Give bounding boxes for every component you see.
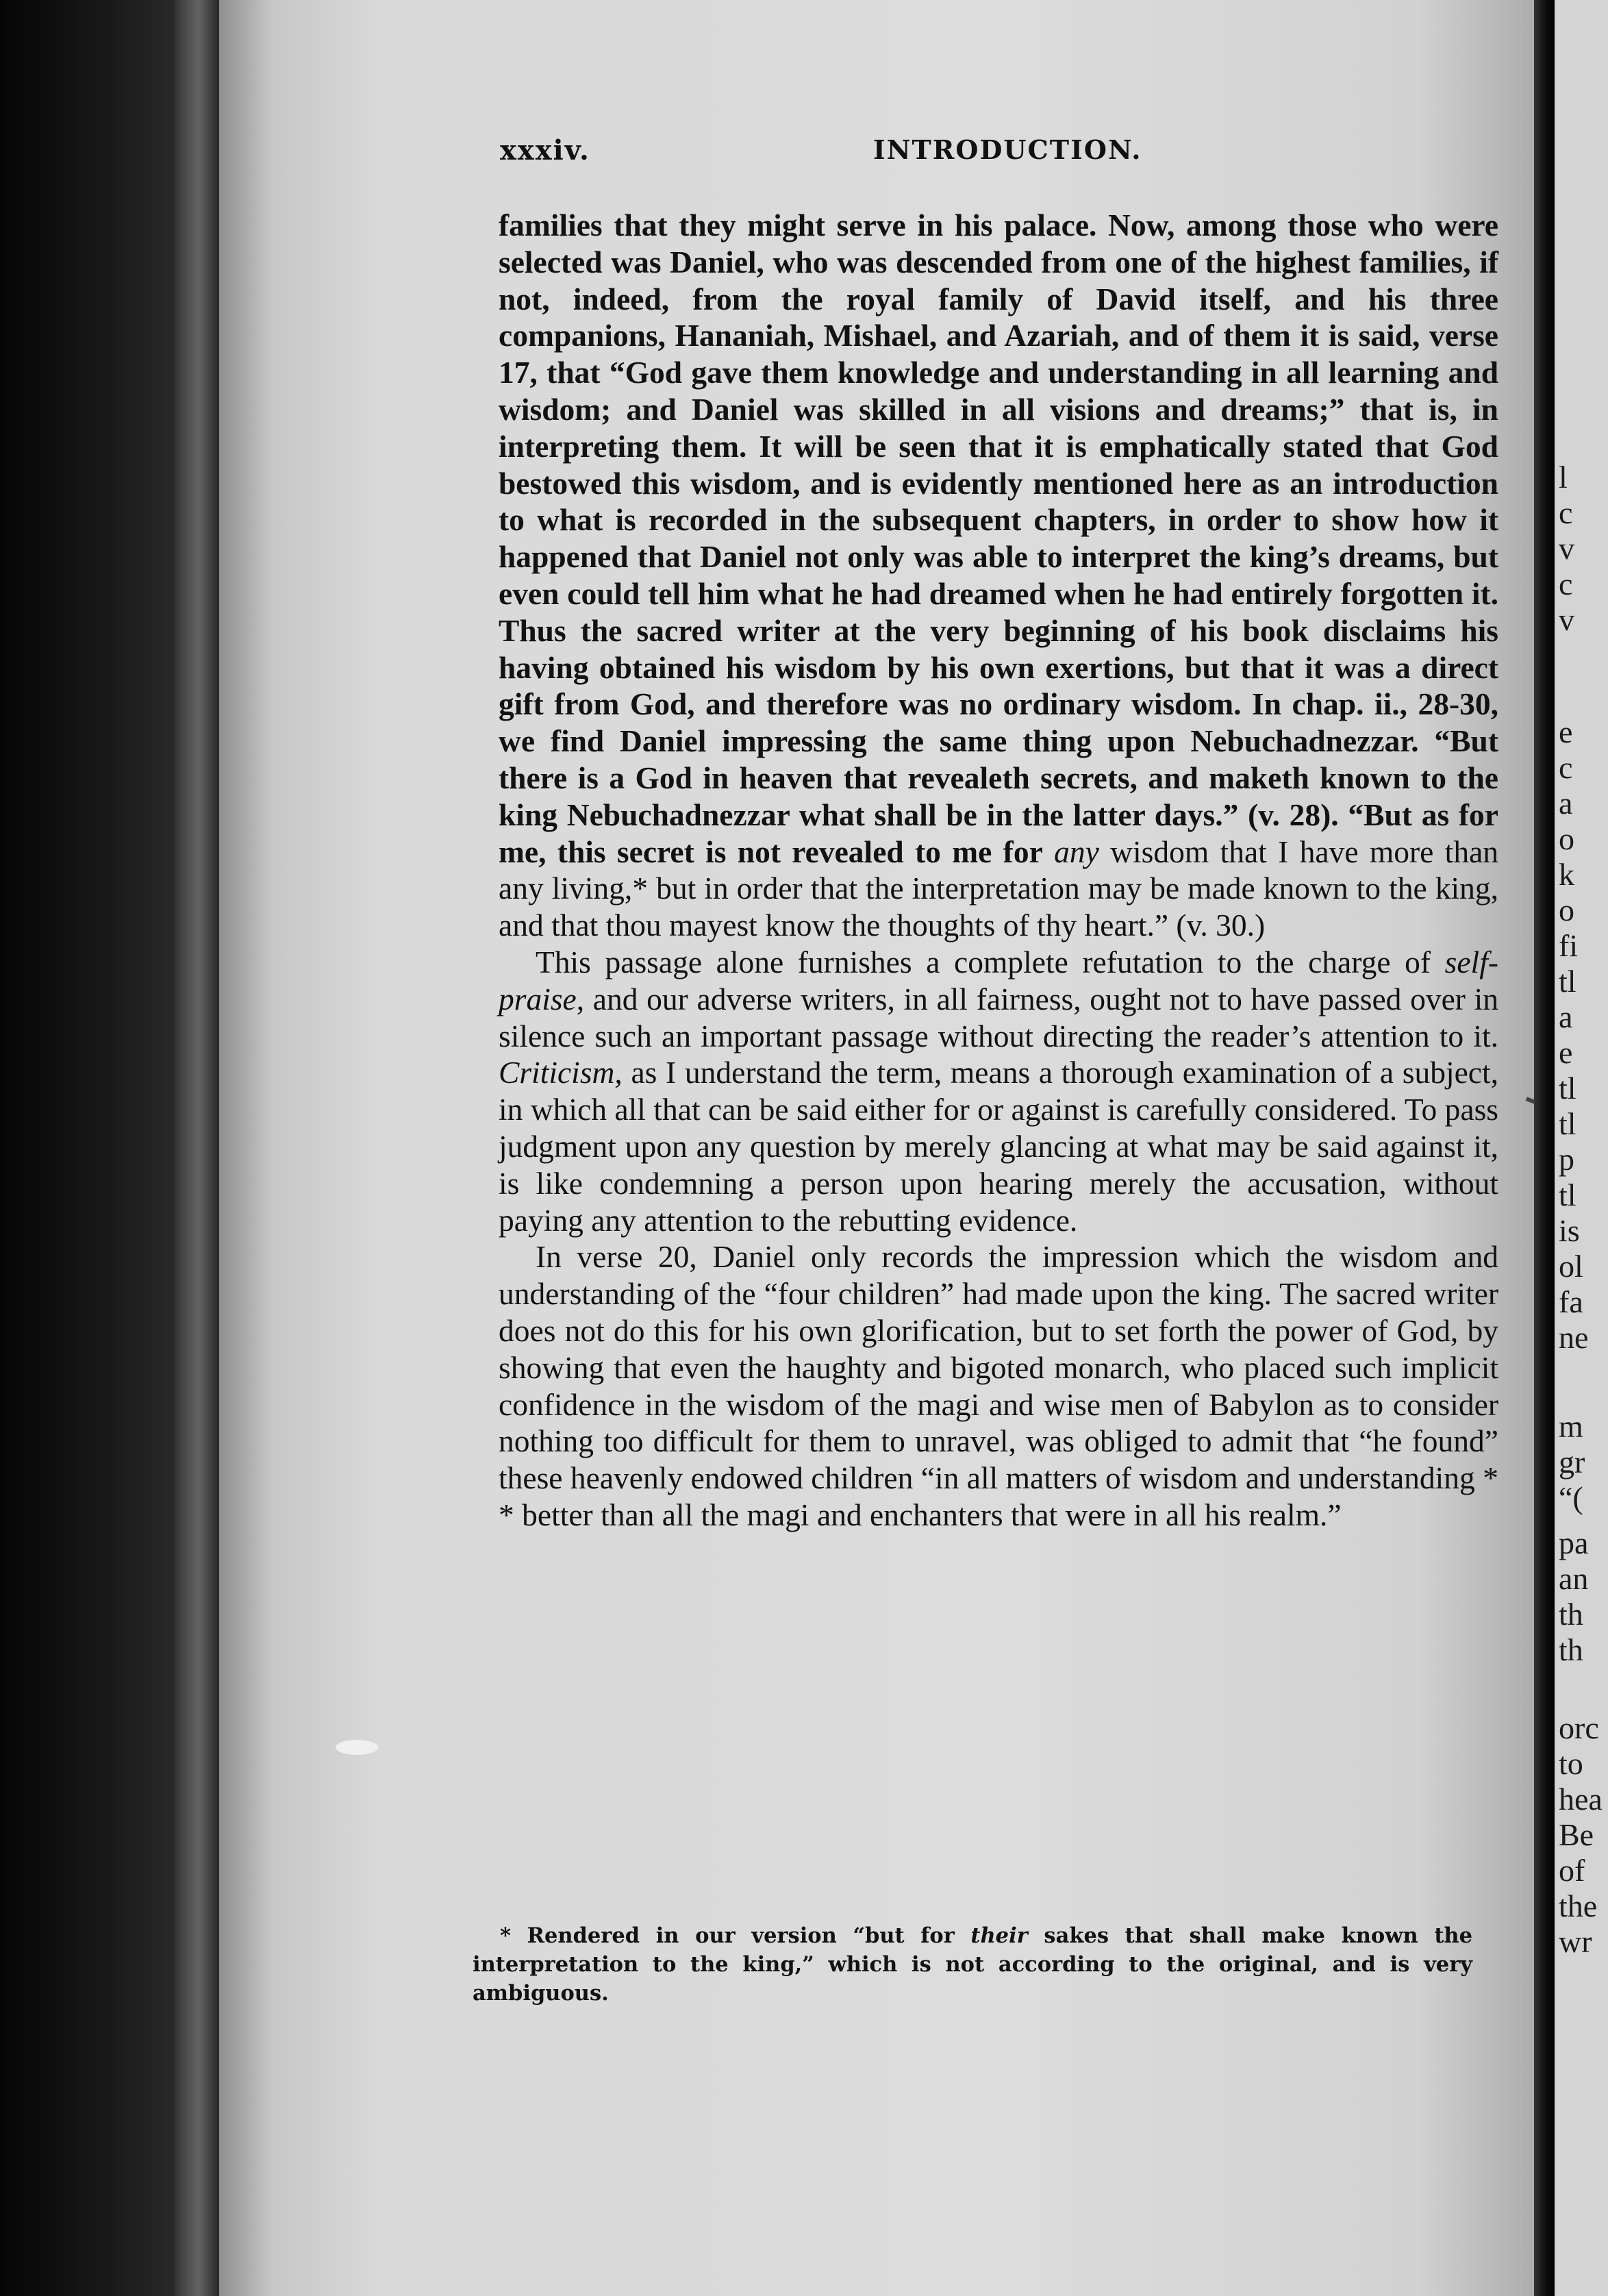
adjacent-page-fragment: ol — [1559, 1249, 1583, 1284]
adjacent-page-fragment: ne — [1559, 1320, 1589, 1355]
adjacent-page-fragment: to — [1559, 1746, 1583, 1781]
adjacent-page-fragment: “( — [1559, 1480, 1583, 1515]
adjacent-page-fragment: o — [1559, 893, 1574, 927]
adjacent-page-fragment: tl — [1559, 1071, 1576, 1106]
adjacent-page-fragment: p — [1559, 1142, 1574, 1177]
adjacent-page-edge — [1555, 0, 1608, 2296]
paragraph-2-emphasis-2: Criticism, — [499, 1055, 623, 1090]
adjacent-page-fragment: orc — [1559, 1710, 1599, 1745]
adjacent-page-fragment: m — [1559, 1409, 1583, 1444]
adjacent-page-fragment: l — [1559, 460, 1568, 495]
adjacent-page-fragment: pa — [1559, 1525, 1589, 1560]
adjacent-page-fragment: tl — [1559, 964, 1576, 999]
adjacent-page-fragment: c — [1559, 750, 1573, 785]
footnote-text-a: * Rendered in our version “but for — [500, 1923, 971, 1948]
adjacent-page-fragment: tl — [1559, 1106, 1576, 1141]
adjacent-page-fragment: v — [1559, 602, 1574, 637]
footnote-text-b: sakes that shall make known the interpretation to the king,” which is not according to the original, and is very ambiguous. — [473, 1923, 1472, 2006]
adjacent-page-fragment: o — [1559, 821, 1574, 856]
adjacent-page-fragment: th — [1559, 1597, 1583, 1632]
adjacent-page-fragment: is — [1559, 1213, 1580, 1248]
adjacent-page-fragment: fi — [1559, 928, 1579, 963]
paragraph-1-text-a: families that they might serve in his palace. Now, among those who were selected was Daniel, who was descended from one of the highest families, if not, indeed, from the royal family of David itself, and his three companions, Hananiah, Mishael, and Azariah, and of them it is said, verse 17, that “God gave them knowledge and understanding in all learning and wisdom; and Daniel was skilled in all visions and dreams;” that is, in interpreting them. It will be seen that it is emphatically stated that God bestowed this wisdom, and is evidently mentioned here as an introduction to what is recorded in the subsequent chapters, in order to show how it happened that Daniel not only was able to interpret the king’s dreams, but even could tell him what he had dreamed when he had entirely forgotten it. Thus the sacred writer at the very beginning of his book disclaims his having obtained his wisdom by his own exertions, but that it was a direct gift from God, and therefore was no ordinary wisdom. In chap. ii., 28-30, we find Daniel impressing the same thing upon Nebuchadnezzar. “But there is a God in heaven that revealeth secrets, and maketh known to the king Nebuchadnezzar what shall be in the latter days.” (v. 28). “But as for me, this secret is not revealed to me for — [499, 208, 1498, 869]
paragraph-2-text-b: , and our adverse writers, in all fairness, ought not to have passed over in silence such an important passage without directing the reader’s attention to it. — [499, 981, 1498, 1053]
adjacent-page-fragment: Be — [1559, 1817, 1594, 1852]
footnote — [473, 1921, 1472, 2008]
adjacent-page-fragment: hea — [1559, 1782, 1603, 1817]
paragraph-2-text-a: This passage alone furnishes a complete refutation to the charge of — [536, 944, 1445, 979]
adjacent-page-fragment: k — [1559, 857, 1574, 892]
paragraph-3: In verse 20, Daniel only records the impression which the wisdom and understanding of the “four children” had made upon the king. The sacred writer does not do this for his own glorification, but to set forth the power of God, by showing that even the haughty and bigoted monarch, who placed such implicit confidence in the wisdom of the magi and wise men of Babylon as to consider nothing too difficult for them to unravel, was obliged to admit that “he found” these heavenly endowed children “in all matters of wisdom and understanding * * better than all the magi and enchanters that were in all his realm.” — [499, 1239, 1498, 1532]
paragraph-2-emphasis-1: self-praise — [499, 944, 1498, 1016]
adjacent-page-fragment: an — [1559, 1561, 1589, 1596]
adjacent-page-fragment: of — [1559, 1853, 1585, 1888]
paragraph-2 — [499, 944, 1498, 1238]
adjacent-page-fragment: e — [1559, 714, 1573, 749]
page-gutter — [1534, 0, 1555, 2296]
paragraph-2-text-c: as I understand the term, means a thorough examination of a subject, in which all that can be said either for or against is carefully considered. To pass judgment upon any question by merely glancing at what may be said against it, is like condemning a person upon hearing merely the accusation, without paying any attention to the rebutting evidence. — [499, 1055, 1498, 1238]
page-number: xxxiv. — [500, 134, 590, 166]
adjacent-page-fragment: th — [1559, 1632, 1583, 1667]
body-text — [499, 207, 1498, 1534]
adjacent-page-fragment: v — [1559, 531, 1574, 566]
page-heading: INTRODUCTION. — [873, 134, 1142, 165]
adjacent-page-fragment: a — [1559, 999, 1573, 1034]
adjacent-page-fragment: tl — [1559, 1177, 1576, 1212]
adjacent-page-fragment: fa — [1559, 1284, 1583, 1319]
adjacent-page-fragment: a — [1559, 786, 1573, 821]
adjacent-page-fragment: the — [1559, 1888, 1598, 1923]
paragraph-1 — [499, 207, 1498, 944]
running-head — [500, 134, 1527, 173]
footnote-emphasis: their — [970, 1923, 1028, 1948]
adjacent-page-fragment: c — [1559, 495, 1573, 530]
adjacent-page-fragment: wr — [1559, 1924, 1592, 1959]
adjacent-page-fragment: gr — [1559, 1445, 1585, 1480]
book-spine-strip — [175, 0, 223, 2296]
scan-blot — [336, 1740, 378, 1755]
adjacent-page-fragment: e — [1559, 1035, 1573, 1070]
paragraph-1-text-b: wisdom that I have more than any living,* but in order that the interpretation may be made known to the king, and that thou mayest know the thoughts of thy heart.” (v. 30.) — [499, 834, 1499, 943]
adjacent-page-fragment: c — [1559, 566, 1573, 601]
paragraph-1-emphasis: any — [1054, 834, 1099, 869]
